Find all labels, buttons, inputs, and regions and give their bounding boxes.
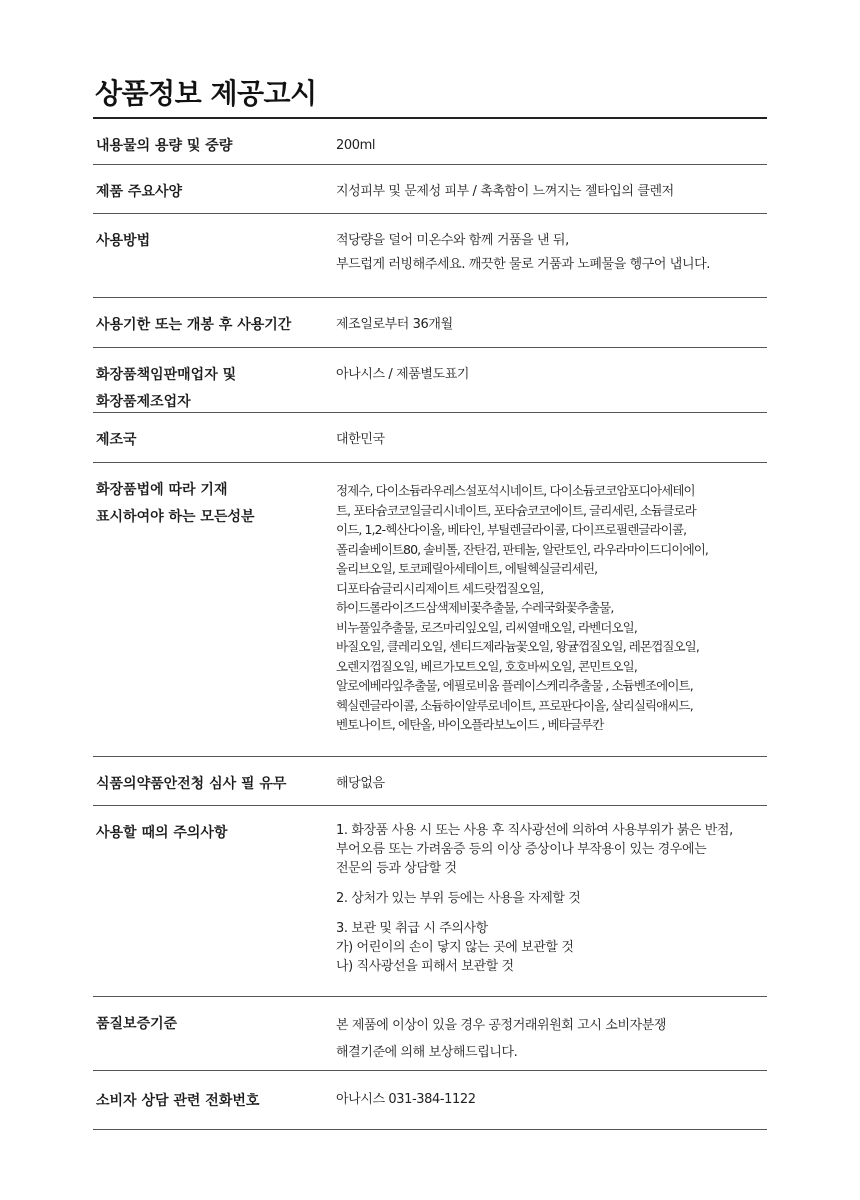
value-line: 전문의 등과 상담할 것	[336, 861, 457, 876]
table-row-ingredients	[93, 463, 767, 757]
table-row-phone	[93, 1071, 767, 1130]
row-label: 식품의약품안전청 심사 필 유무	[96, 776, 287, 792]
value-line: 적당량을 덜어 미온수와 함께 거품을 낸 뒤,	[336, 233, 569, 248]
row-label: 품질보증기준	[96, 1016, 178, 1032]
value-line: 오렌지껍질오일, 베르가모트오일, 호호바씨오일, 콘민트오일,	[336, 658, 637, 674]
label-line: 표시하여야 하는 모든성분	[96, 509, 255, 525]
row-label: 내용물의 용량 및 중량	[96, 138, 233, 154]
row-label	[93, 348, 336, 412]
table-row-mfds	[93, 757, 767, 806]
label-line: 화장품책임판매업자 및	[96, 367, 237, 383]
row-value: 200ml	[336, 138, 376, 153]
table-row-spec	[93, 165, 767, 214]
value-line: 해결기준에 의해 보상해드립니다.	[336, 1045, 518, 1060]
value-line: 폴리솔베이트80, 솔비톨, 잔탄검, 판테놀, 알란토인, 라우라마이드디이에이,	[336, 541, 708, 557]
label-line: 화장품법에 따라 기재	[96, 482, 228, 498]
table-row-usage	[93, 214, 767, 298]
row-label: 사용할 때의 주의사항	[96, 825, 228, 841]
row-value: 제조일로부터 36개월	[336, 317, 453, 332]
value-line: 1. 화장품 사용 시 또는 사용 후 직사광선에 의하여 사용부위가 붉은 반점,	[336, 823, 733, 838]
value-line: 비누풀잎추출물, 로즈마리잎오일, 리씨열매오일, 라벤더오일,	[336, 619, 637, 635]
row-label: 사용방법	[96, 233, 151, 249]
row-value: 아나시스 031-384-1122	[336, 1092, 476, 1107]
value-line: 부드럽게 러빙해주세요. 깨끗한 물로 거품과 노폐물을 헹구어 냅니다.	[336, 257, 711, 272]
row-label	[93, 463, 336, 756]
table-row-volume	[93, 119, 767, 165]
value-line: 바질오일, 클레리오일, 센티드제라늄꽃오일, 왕귤껍질오일, 레몬껍질오일,	[336, 639, 699, 654]
row-label: 제조국	[96, 432, 137, 448]
table-row-maker	[93, 348, 767, 413]
row-value: 아나시스 / 제품별도표기	[336, 367, 470, 382]
product-info-table	[93, 119, 767, 1130]
value-line: 올리브오일, 토코페릴아세테이트, 에틸헥실글리세린,	[336, 561, 598, 576]
row-value: 해당없음	[336, 776, 385, 791]
value-line: 트, 포타슘코코일글리시네이트, 포타슘코코에이트, 글리세린, 소듐클로라	[336, 502, 696, 518]
table-row-expiry	[93, 298, 767, 348]
caution-list	[336, 806, 767, 996]
row-value	[336, 997, 767, 1070]
value-line: 나) 직사광선을 피해서 보관할 것	[336, 959, 514, 974]
value-line: 부어오름 또는 가려움증 등의 이상 증상이나 부작용이 있는 경우에는	[336, 842, 707, 857]
value-line: 디포타슘글리시리제이트 세드랏껍질오일,	[336, 580, 544, 596]
table-row-caution	[93, 806, 767, 997]
value-line: 하이드롤라이즈드삼색제비꽃추출물, 수레국화꽃추출물,	[336, 600, 614, 615]
caution-item	[336, 889, 763, 908]
value-line: 알로에베라잎추출물, 에필로비움 플레이스케리추출물 , 소듐벤조에이트,	[336, 678, 693, 693]
value-line: 이드, 1,2-헥산다이올, 베타인, 부틸렌글라이콜, 다이프로필렌글라이콜,	[336, 522, 687, 537]
value-line: 정제수, 다이소듐라우레스설포석시네이트, 다이소듐코코암포디아세테이	[336, 483, 695, 498]
value-line: 벤토나이트, 에탄올, 바이오플라보노이드 , 베타글루칸	[336, 717, 604, 732]
row-label: 사용기한 또는 개봉 후 사용기간	[96, 317, 292, 333]
caution-item	[336, 919, 763, 976]
row-value: 대한민국	[336, 432, 385, 447]
table-row-quality	[93, 997, 767, 1071]
row-label: 소비자 상담 관련 전화번호	[96, 1093, 260, 1109]
value-line: 헥실렌글라이콜, 소듐하이알루로네이트, 프로판다이올, 살리실릭애씨드,	[336, 697, 693, 713]
row-value: 지성피부 및 문제성 피부 / 촉촉함이 느껴지는 젤타입의 클렌저	[336, 184, 674, 199]
page-title: 상품정보 제공고시	[95, 77, 317, 110]
value-line: 가) 어린이의 손이 닿지 않는 곳에 보관할 것	[336, 940, 574, 955]
label-line: 화장품제조업자	[96, 394, 191, 410]
table-row-country	[93, 413, 767, 463]
value-line: 3. 보관 및 취급 시 주의사항	[336, 921, 488, 936]
value-line: 본 제품에 이상이 있을 경우 공정거래위원회 고시 소비자분쟁	[336, 1018, 667, 1033]
caution-item	[336, 821, 763, 878]
row-value	[336, 214, 767, 297]
ingredients-list	[336, 463, 767, 756]
value-line: 2. 상처가 있는 부위 등에는 사용을 자제할 것	[336, 891, 581, 906]
row-label: 제품 주요사양	[96, 184, 183, 200]
